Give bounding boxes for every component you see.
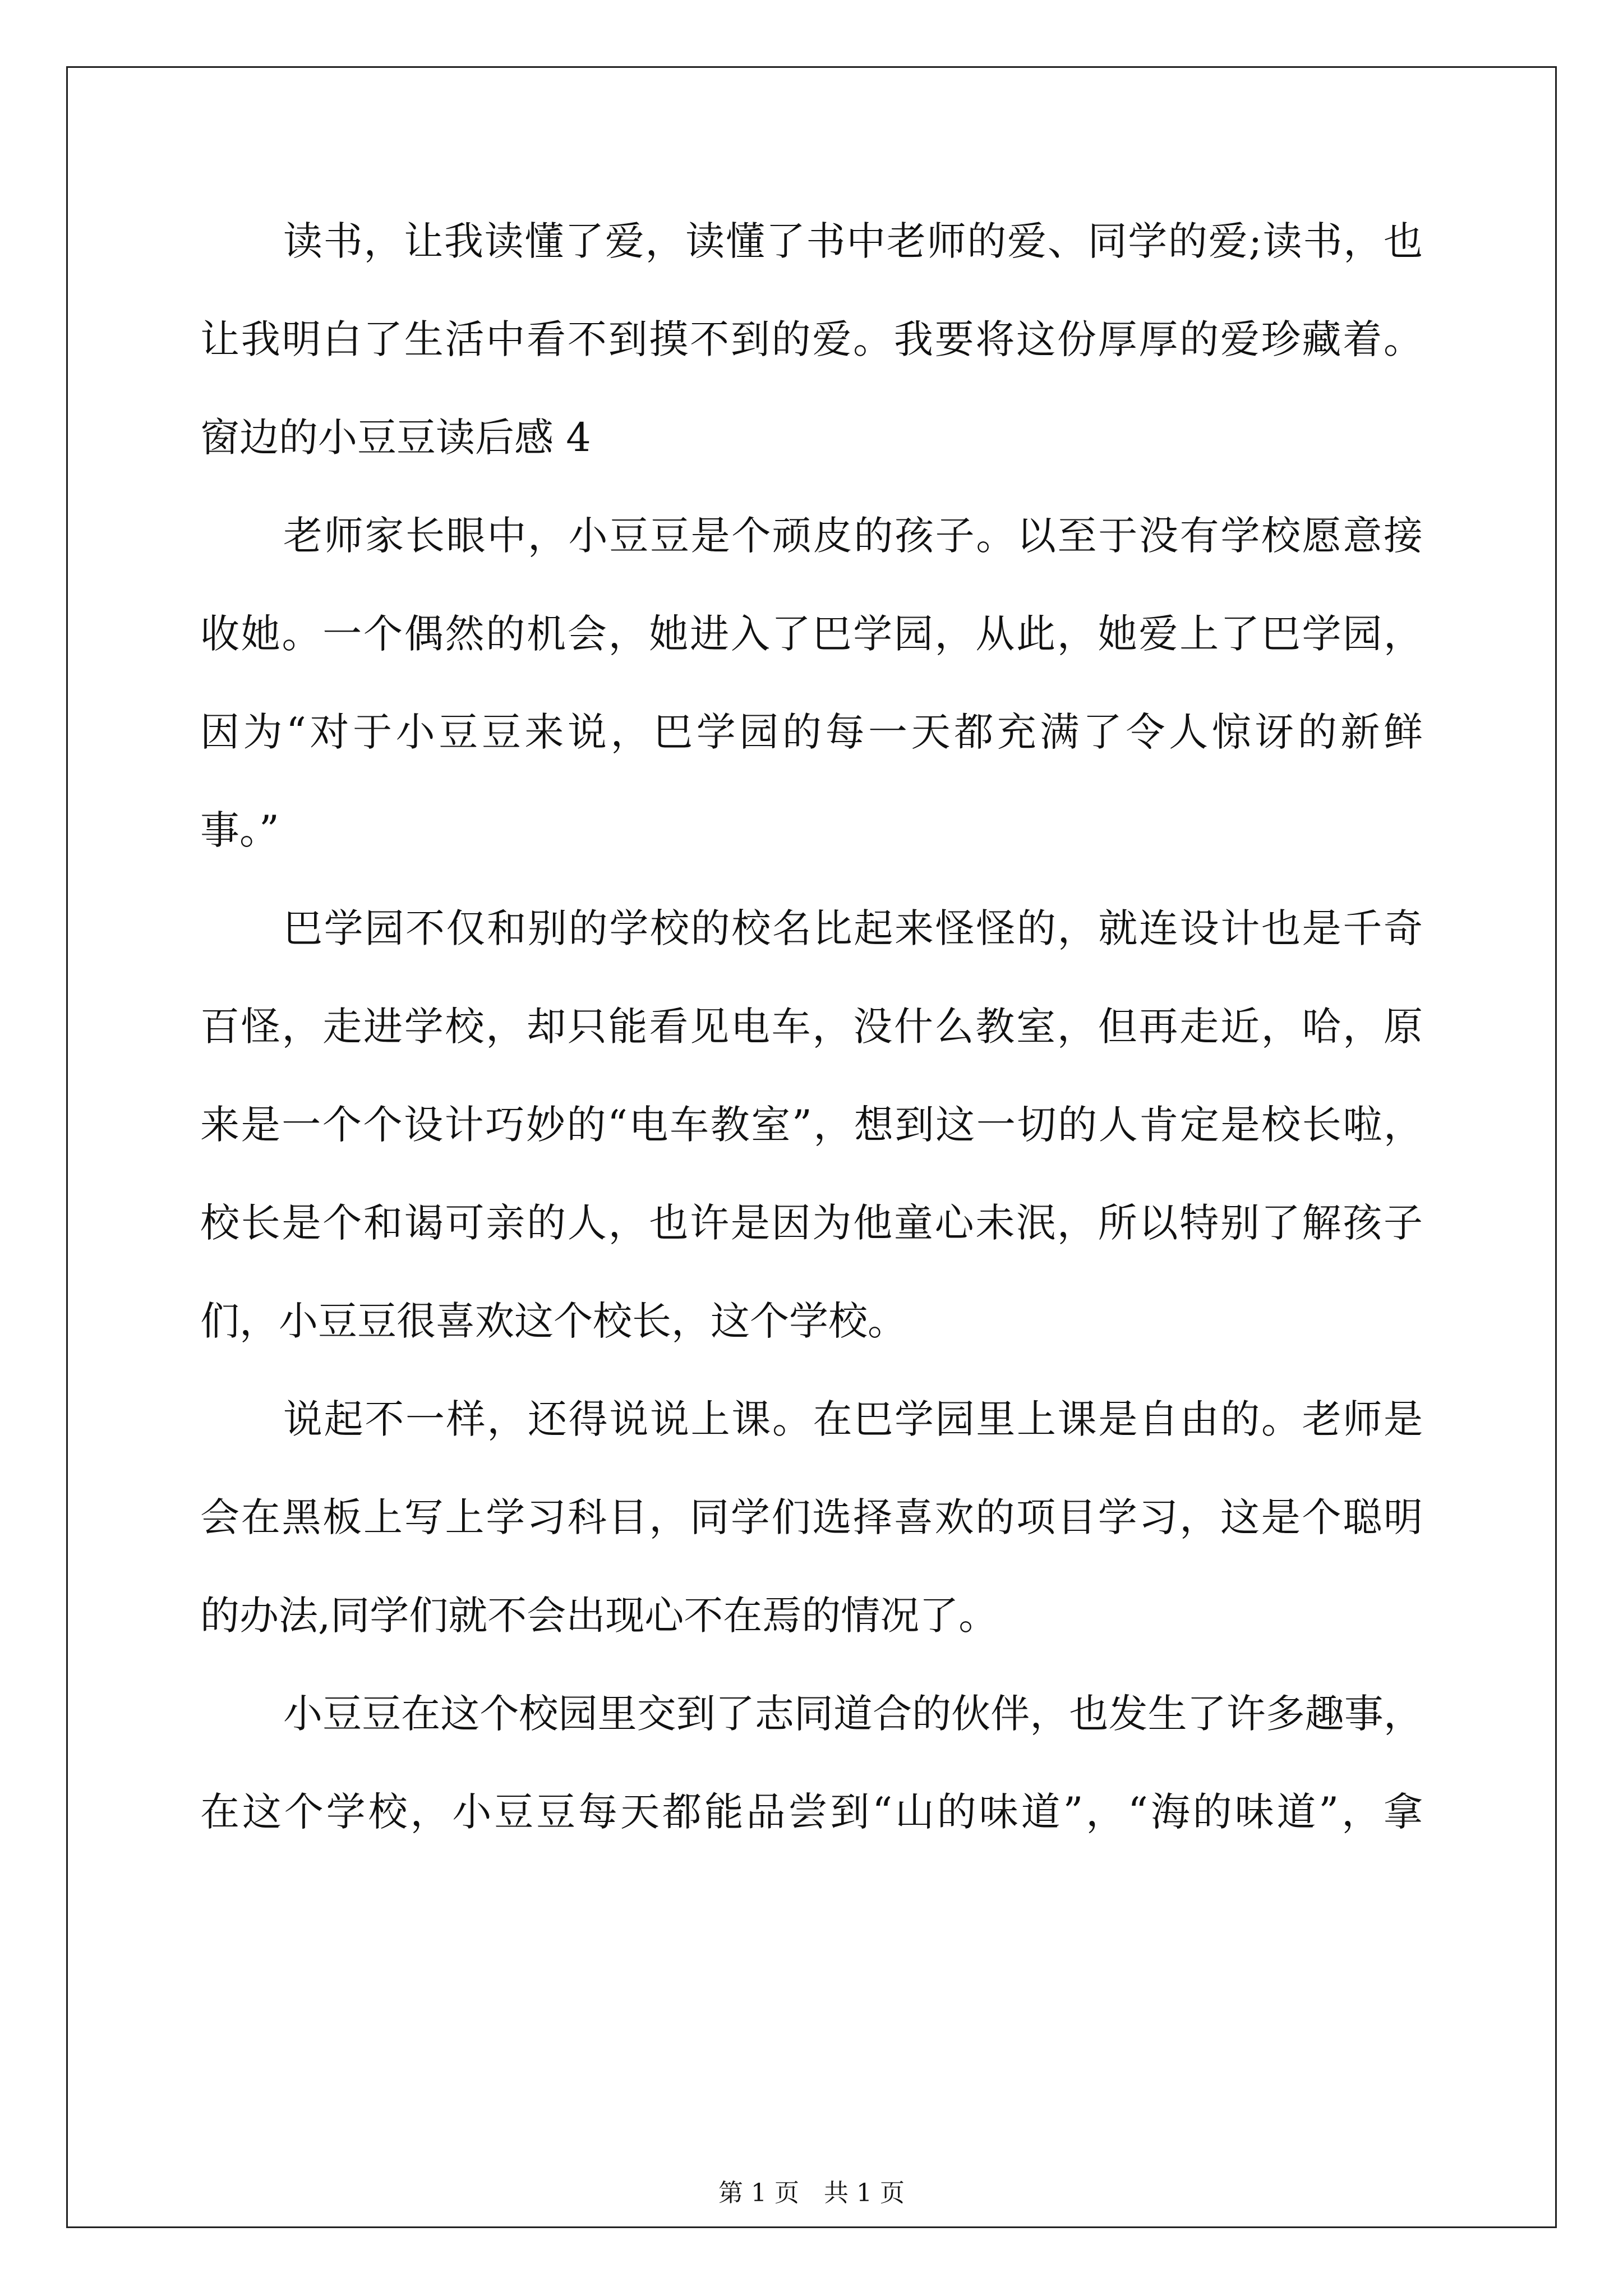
paragraph-line: 的办法,同学们就不会出现心不在焉的情况了。 <box>200 1593 998 1639</box>
paragraph-line: 百怪，走进学校，却只能看见电车，没什么教室，但再走近，哈，原 <box>200 1004 1423 1050</box>
paragraph-line: 说起不一样，还得说说上课。在巴学园里上课是自由的。老师是 <box>283 1396 1423 1442</box>
paragraph-line: 巴学园不仅和别的学校的校名比起来怪怪的，就连设计也是千奇 <box>283 905 1423 951</box>
paragraph-line: 事。” <box>200 807 279 853</box>
paragraph-line: 小豆豆在这个校园里交到了志同道合的伙伴，也发生了许多趣事， <box>283 1691 1423 1737</box>
paragraph-line: 在这个学校，小豆豆每天都能品尝到“山的味道”，“海的味道”，拿 <box>200 1789 1423 1835</box>
paragraph-line: 让我明白了生活中看不到摸不到的爱。我要将这份厚厚的爱珍藏着。 <box>200 316 1423 362</box>
paragraph-line: 因为“对于小豆豆来说，巴学园的每一天都充满了令人惊讶的新鲜 <box>200 709 1423 755</box>
paragraph-line: 老师家长眼中，小豆豆是个顽皮的孩子。以至于没有学校愿意接 <box>283 513 1423 559</box>
paragraph-line: 会在黑板上写上学习科目，同学们选择喜欢的项目学习，这是个聪明 <box>200 1494 1423 1540</box>
page-number-footer: 第 1 页 共 1 页 <box>718 2179 905 2207</box>
paragraph-line: 来是一个个设计巧妙的“电车教室”，想到这一切的人肯定是校长啦， <box>200 1102 1423 1148</box>
paragraph-line: 们，小豆豆很喜欢这个校长，这个学校。 <box>200 1298 907 1344</box>
paragraph-line: 收她。一个偶然的机会，她进入了巴学园，从此，她爱上了巴学园， <box>200 611 1423 657</box>
section-heading: 窗边的小豆豆读后感 4 <box>200 415 591 461</box>
paragraph-line: 读书，让我读懂了爱，读懂了书中老师的爱、同学的爱;读书，也 <box>283 218 1423 264</box>
paragraph-line: 校长是个和谒可亲的人，也许是因为他童心未泯，所以特别了解孩子 <box>200 1200 1423 1246</box>
